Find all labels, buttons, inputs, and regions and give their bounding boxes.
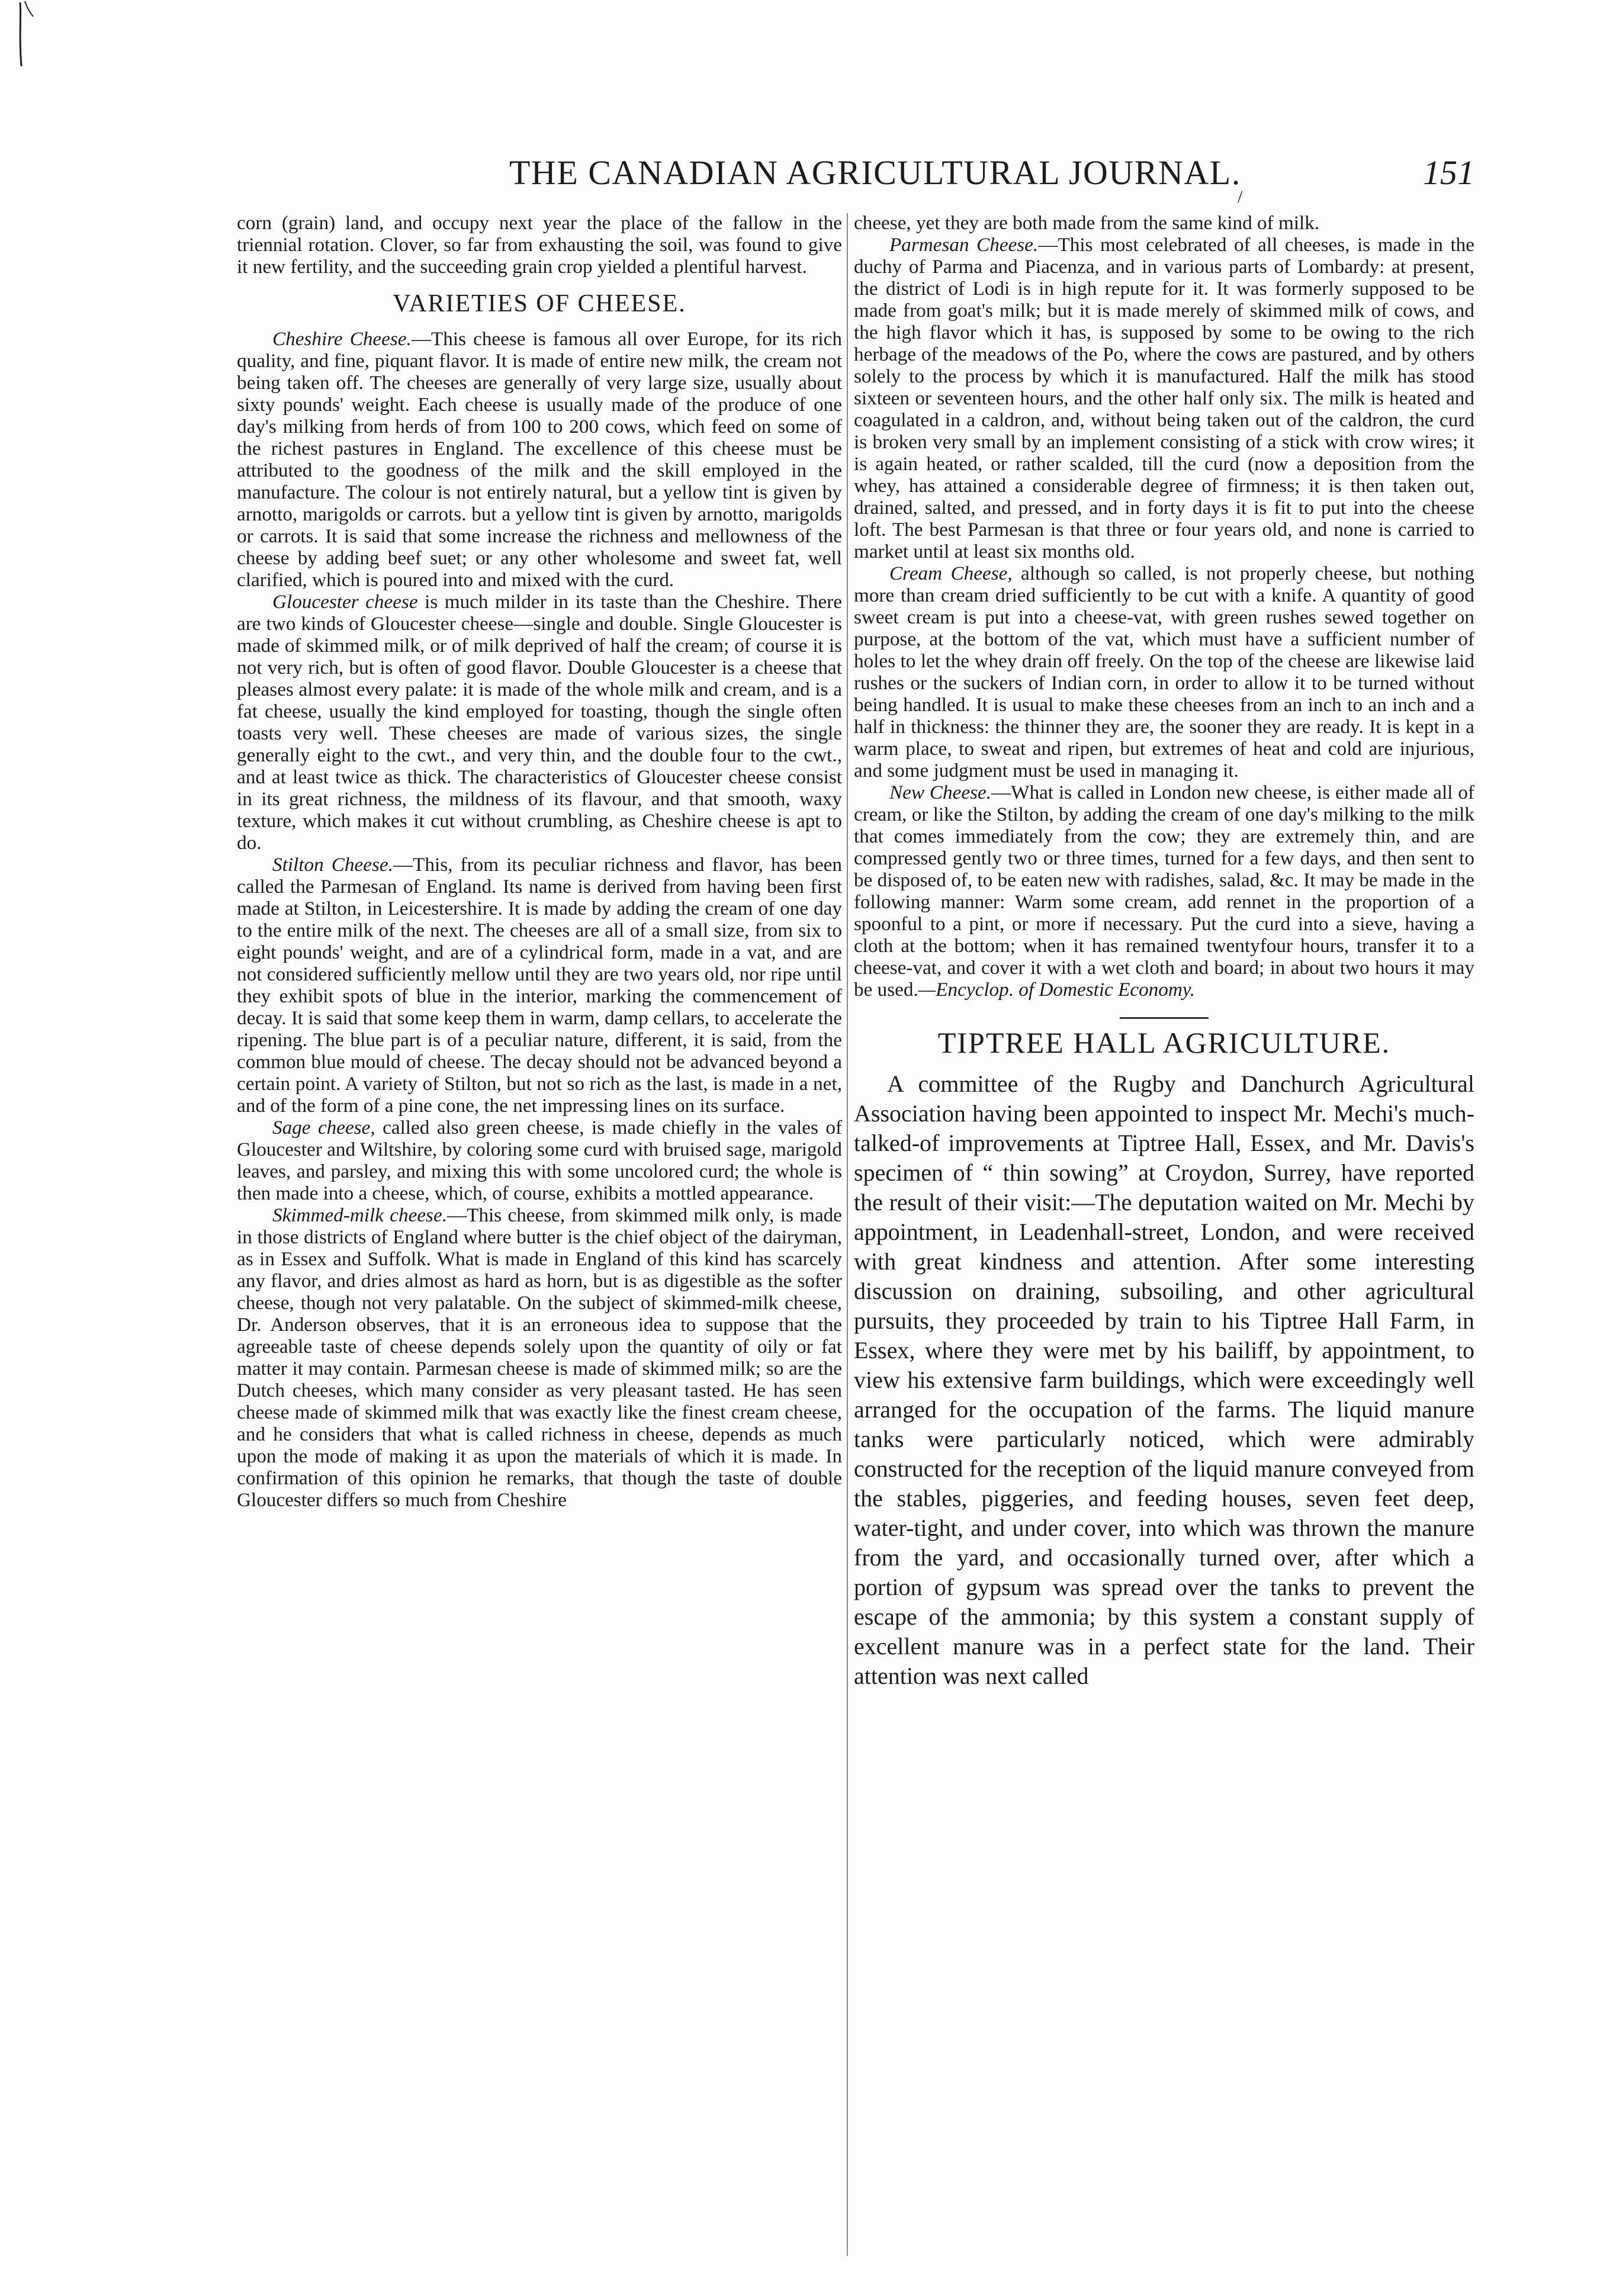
cream-paragraph (854, 562, 1474, 782)
cheshire-paragraph (237, 328, 842, 591)
margin-scribble-mark (12, 0, 47, 71)
new-cheese-paragraph (854, 782, 1474, 1001)
stilton-paragraph (237, 854, 842, 1117)
new-cheese-lead: New Cheese. (889, 782, 992, 803)
gloucester-paragraph (237, 591, 842, 854)
continuation-paragraph: cheese, yet they are both made from the same kind of milk. (854, 212, 1320, 234)
section-rule (1120, 1017, 1209, 1019)
cream-text: although so called, is not properly cheese, but nothing more than cream dried sufficiently to be cut with a knife. A quantity of good sweet cream is put into a cheese-vat, with green rushes sewed together on purpose, at the bottom of the vat, which must have a sufficient number of holes to let the whey drain off freely. On the top of the cheese are likewise laid rushes or the suckers of Indian corn, in order to allow it to be turned without being handled. It is usual to make these cheeses from an inch to an inch and a half in thickness: the thinner they are, the sooner they are ready. It is kept in a warm place, to sweat and ripen, but extremes of heat and cold are injurious, and some judgment must be used in managing it. (854, 562, 1474, 782)
new-cheese-text: —What is called in London new cheese, is either made all of cream, or like the Stilton, by adding the cream of one day's milking to the milk that comes immediately from the cow; they are extremely thin, and are compressed gently two or three times, turned for a few days, and then sent to be disposed of, to be eaten new with radishes, salad, &c. It may be made in the following manner: Warm some cream, add rennet in the proportion of a spoonful to a pint, or more if necessary. Put the curd into a sieve, having a cloth at the bottom; when it has remained twentyfour hours, transfer it to a cheese-vat, and cover it with a wet cloth and board; in about two hours it may be used. (854, 782, 1474, 1001)
sage-text: called also green cheese, is made chiefly in the vales of Gloucester and Wiltshire, by coloring some curd with bruised sage, marigold leaves, and parsley, and mixing this with some uncolored curd; the whole is then made into a cheese, which, of course, exhibits a mottled appearance. (237, 1117, 842, 1204)
stilton-lead: Stilton Cheese. (272, 854, 393, 876)
page-number: 151 (1423, 153, 1474, 192)
tiptree-section (854, 1069, 1474, 1691)
sage-lead: Sage cheese, (272, 1117, 375, 1139)
cheshire-lead: Cheshire Cheese. (272, 328, 412, 350)
gloucester-text: is much milder in its taste than the Cheshire. There are two kinds of Gloucester cheese—single and double. Single Gloucester is made of skimmed milk, or of milk deprived of half the cream; of course it is not very rich, but is often of good flavor. Double Gloucester is a cheese that pleases almost every palate: it is made of the whole milk and cream, and is a fat cheese, usually the kind employed for toasting, though the single often toasts very well. These cheeses are made of various sizes, the single generally eight to the cwt., and very thin, and the double four to the cwt., and at least twice as thick. The characteristics of Gloucester cheese consist in its great richness, the mildness of its flavour, and that smooth, waxy texture, which makes it cut without crumbling, as Cheshire cheese is apt to do. (237, 591, 842, 854)
skimmed-lead: Skimmed-milk cheese. (272, 1204, 447, 1226)
header-tick-mark: / (1238, 187, 1243, 207)
stilton-text: —This, from its peculiar richness and flavor, has been called the Parmesan of England. Its name is derived from having been first made at Stilton, in Leicestershire. It is made by adding the cream of one day to the entire milk of the next. The cheeses are all of a small size, from six to eight pounds' weight, and are of a cylindrical form, made in a vat, and are not considered sufficiently mellow until they are two years old, nor ripe until they exhibit spots of blue in the interior, marking the commencement of decay. It is said that some keep them in warm, damp cellars, to accelerate the ripening. The blue part is of a peculiar nature, different, it is said, from the common blue mould of cheese. The decay should not be advanced beyond a certain point. A variety of Stilton, but not so rich as the last, is made in a net, and of the form of a pine cone, the net impressing lines on its surface. (237, 854, 842, 1117)
intro-paragraph: corn (grain) land, and occupy next year the place of the fallow in the triennial rotation. Clover, so far from exhausting the soil, was found to give it new fertility, and the succeeding grain crop yielded a plentiful harvest. (237, 212, 842, 278)
tiptree-heading: TIPTREE HALL AGRICULTURE. (937, 1026, 1391, 1059)
parmesan-paragraph (854, 234, 1474, 562)
column-divider (847, 213, 848, 2256)
gloucester-lead: Gloucester cheese (272, 591, 418, 613)
parmesan-text: —This most celebrated of all cheeses, is made in the duchy of Parma and Piacenza, and in various parts of Lombardy: at present, the district of Lodi is in high repute for it. It was formerly supposed to be made from goat's milk; but it is made merely of skimmed milk of cows, and the high flavor which it has, is supposed by some to be owing to the rich herbage of the meadows of the Po, where the cows are pastured, and by others solely to the process by which it is manufactured. Half the milk has stood sixteen or seventeen hours, and the other half only six. The milk is heated and coagulated in a caldron, and, without being taken out of the caldron, the curd is broken very small by an implement consisting of a stick with crow wires; it is again heated, or rather scalded, till the curd (now a deposition from the whey, has attained a considerable degree of firmness; it is then taken out, drained, salted, and pressed, and in forty days it is fit to put into the cheese loft. The best Parmesan is that three or four years old, and none is carried to market until at least six months old. (854, 234, 1474, 562)
cheshire-text: —This cheese is famous all over Europe, for its rich quality, and fine, piquant flavor. It is made of entire new milk, the cream not being taken off. The cheeses are generally of very large size, usually about sixty pounds' weight. Each cheese is usually made of the produce of one day's milking from herds of from 100 to 200 cows, which feed on some of the richest pastures in England. The excellence of this cheese must be attributed to the goodness of the milk and the skill employed in the manufacture. The colour is not entirely natural, but a yellow tint is given by arnotto, marigolds or carrots. but a yellow tint is given by arnotto, marigolds or carrots. It is said that some increase the richness and mellowness of the cheese by adding beef suet; or any other wholesome and sweet fat, well clarified, which is poured into and mixed with the curd. (237, 328, 842, 591)
journal-title: THE CANADIAN AGRICULTURAL JOURNAL. (509, 153, 1241, 192)
right-column (854, 212, 1474, 2266)
skimmed-paragraph (237, 1204, 842, 1511)
page-header (237, 142, 1474, 207)
cream-lead: Cream Cheese, (889, 562, 1013, 584)
skimmed-text: —This cheese, from skimmed milk only, is made in those districts of England where butter is the chief object of the dairyman, as in Essex and Suffolk. What is made in England of this kind has scarcely any flavor, and dries almost as hard as horn, but is as digestible as the softer cheese, though not very palatable. On the subject of skimmed-milk cheese, Dr. Anderson observes, that it is an erroneous idea to suppose that the agreeable taste of cheese depends solely upon the quantity of oily or fat matter it may contain. Parmesan cheese is made of skimmed milk; so are the Dutch cheeses, which many consider as very pleasant tasted. He has seen cheese made of skimmed milk that was exactly like the finest cream cheese, and he considers that what is called richness in cheese, depends as much upon the mode of making it as upon the materials of which it is made. In confirmation of this opinion he remarks, that though the taste of double Gloucester differs so much from Cheshire (237, 1204, 842, 1511)
parmesan-lead: Parmesan Cheese. (889, 234, 1039, 256)
sage-paragraph (237, 1117, 842, 1204)
new-cheese-source: —Encyclop. of Domestic Economy. (918, 979, 1196, 1001)
varieties-heading: VARIETIES OF CHEESE. (393, 290, 686, 317)
left-column (237, 212, 842, 2266)
tiptree-paragraph: A committee of the Rugby and Danchurch Agricultural Association having been appointed to inspect Mr. Mechi's much-talked-of improvements at Tiptree Hall, Essex, and Mr. Davis's specimen of “ thin sowing” at Croydon, Surrey, have reported the result of their visit:—The deputation waited on Mr. Mechi by appointment, in Leadenhall-street, London, and were received with great kindness and attention. After some interesting discussion on draining, subsoiling, and other agricultural pursuits, they proceeded by train to his Tiptree Hall Farm, in Essex, where they were met by his bailiff, by appointment, to view his extensive farm buildings, which were exceedingly well arranged for the occupation of the farms. The liquid manure tanks were particularly noticed, which were admirably constructed for the reception of the liquid manure conveyed from the stables, piggeries, and feeding houses, seven feet deep, water-tight, and under cover, into which was thrown the manure from the yard, and occasionally turned over, after which a portion of gypsum was spread over the tanks to prevent the escape of the ammonia; by this system a constant supply of excellent manure was in a perfect state for the land. Their attention was next called (854, 1070, 1474, 1689)
